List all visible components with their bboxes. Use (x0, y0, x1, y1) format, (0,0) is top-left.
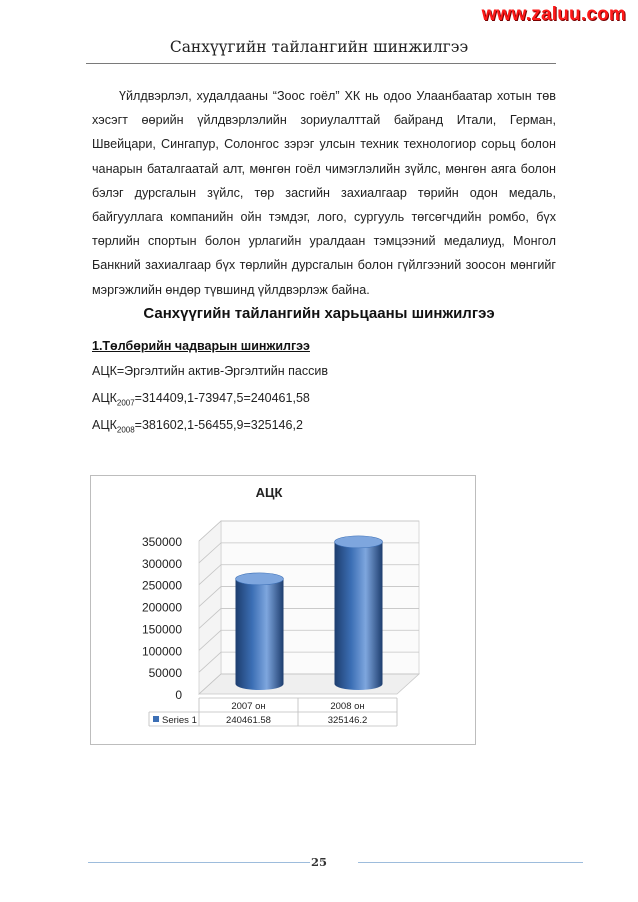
x-category-label: 2007 он (231, 701, 266, 712)
y-tick-label: 100000 (141, 644, 182, 659)
sub-heading: 1.Төлбөрийн чадварын шинжилгээ (92, 339, 310, 353)
bar-1 (236, 579, 284, 690)
calc-2008-prefix: АЦК (92, 418, 117, 432)
calc-2008-expression: =381602,1-56455,9=325146,2 (134, 418, 303, 432)
bar-chart (91, 476, 475, 744)
y-tick-label: 0 (175, 688, 182, 702)
site-watermark: www.zaluu.com (481, 4, 626, 25)
running-header: Санхүүгийн тайлангийн шинжилгээ (169, 38, 469, 56)
bar-top-1 (236, 573, 284, 585)
bar-top-2 (335, 536, 383, 548)
page-number: 25 (310, 855, 327, 869)
calc-2008-subscript: 2008 (116, 425, 135, 435)
x-category-label: 2008 он (330, 701, 365, 712)
bar-2 (335, 542, 383, 690)
legend-label: Series 1 (162, 715, 197, 726)
y-tick-label: 350000 (141, 535, 182, 549)
data-value-label: 325146.2 (327, 715, 368, 726)
intro-paragraph: Үйлдвэрлэл, худалдааны “Зоос гоёл” ХК нь одоо Улаанбаатар хотын төв хэсэгт өөрийн үйлдвэрлэлийн зориулалттай байранд Итали, Герман, Швейцари, Сингапур, Солонгос зэрэг улсын техник технологиор сорьц болон чанарын баталгаатай алт, мөнгөн гоёл чимэглэлийн зүйлс, мөнгөн аяга болон бэлэг дурсгалын зүйлс, төр засгийн захиалгаар төрийн одон медаль, байгууллага компанийн ойн тэмдэг, лого, сургууль төгсөгчдийн ромбо, бүх төрлийн спортын болон урлагийн уралдаан тэмцээний медалиуд, Монгол Банкний захиалгаар бүх төрлийн дурсгалын болон гүйлгээний зоосон мөнгийг мэргэжлийн өндөр түвшинд үйлдвэрлэж байна. (92, 89, 556, 297)
chart-frame (90, 475, 476, 745)
formula-line: АЦК=Эргэлтийн актив-Эргэлтийн пассив (92, 364, 328, 378)
calc-2007-prefix: АЦК (92, 391, 117, 405)
calc-2007-subscript: 2007 (116, 398, 135, 408)
y-tick-label: 250000 (141, 578, 182, 593)
y-tick-label: 150000 (141, 622, 182, 637)
header-divider (86, 63, 556, 64)
legend-swatch (153, 716, 159, 722)
chart-side-wall (199, 521, 221, 694)
calc-2007-expression: =314409,1-73947,5=240461,58 (134, 391, 310, 405)
y-tick-label: 300000 (141, 556, 182, 571)
chart-floor (199, 674, 419, 694)
section-heading: Санхүүгийн тайлангийн харьцааны шинжилгээ (143, 305, 495, 322)
chart-title: АЦК (255, 485, 283, 500)
y-tick-label: 200000 (141, 600, 182, 615)
y-tick-label: 50000 (148, 666, 182, 681)
data-value-label: 240461.58 (226, 715, 271, 726)
calc-2007 (92, 391, 310, 408)
calc-2008 (92, 418, 303, 435)
